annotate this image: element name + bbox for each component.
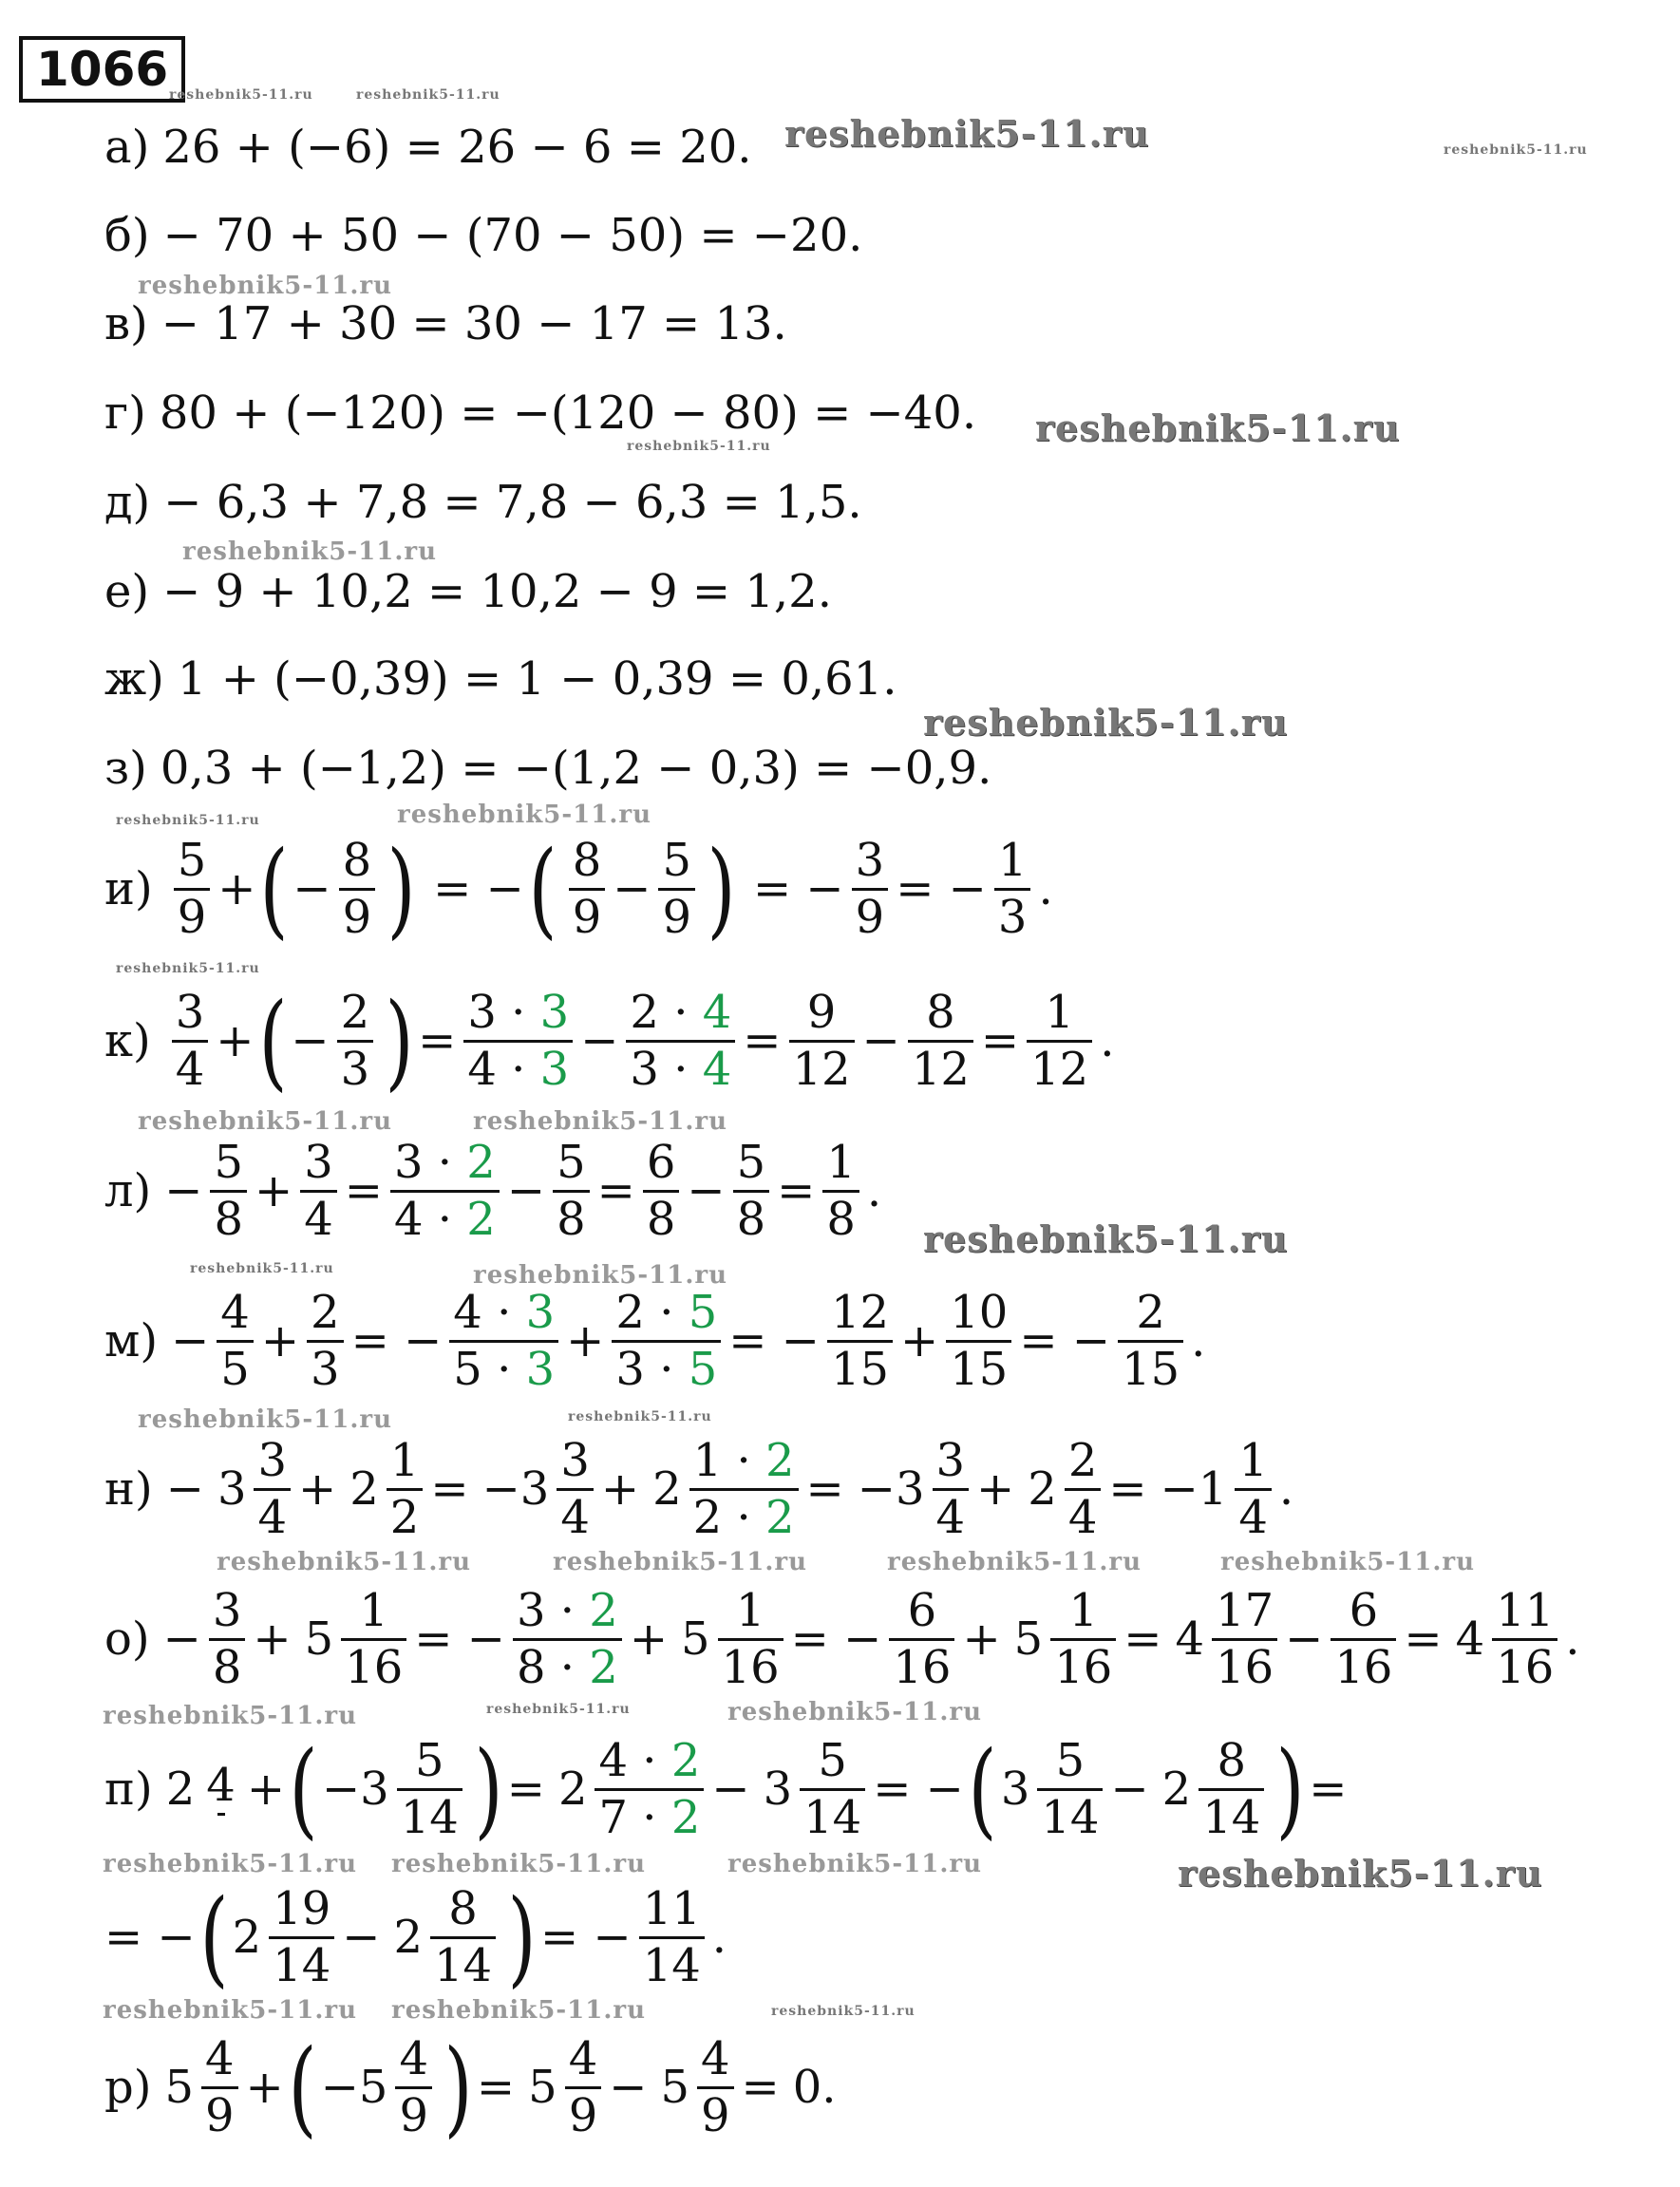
fraction: $\frac{3 \cdot 3}{4 \cdot 3}$ xyxy=(463,988,573,1095)
watermark: reshebnik5-11.ru xyxy=(1178,1852,1543,1895)
fraction: $\frac{5}{9}$ xyxy=(174,836,211,943)
watermark: reshebnik5-11.ru xyxy=(627,439,771,454)
watermark: reshebnik5-11.ru xyxy=(103,1996,358,2025)
fraction: $\frac{6}{16}$ xyxy=(889,1586,954,1693)
fraction: $\frac{3}{4}$ xyxy=(933,1436,970,1543)
equation-text: − 9 + 10,2 = 10,2 − 9 = 1,2. xyxy=(162,565,832,618)
watermark: reshebnik5-11.ru xyxy=(1444,142,1588,158)
watermark: reshebnik5-11.ru xyxy=(568,1409,712,1424)
item-label: г) xyxy=(104,386,146,440)
fraction: 4 xyxy=(202,1761,239,1818)
fraction: $\frac{4}{9}$ xyxy=(565,2034,602,2141)
fraction: $\frac{4}{9}$ xyxy=(201,2034,238,2141)
equation-text: 80 + (−120) = −(120 − 80) = −40. xyxy=(159,386,977,440)
fraction: $\frac{11}{14}$ xyxy=(639,1884,705,1991)
fraction: $\frac{2}{4}$ xyxy=(1065,1436,1102,1543)
fraction: $\frac{4}{9}$ xyxy=(697,2034,734,2141)
fraction: $\frac{2}{3}$ xyxy=(307,1288,344,1395)
watermark: reshebnik5-11.ru xyxy=(887,1548,1142,1576)
equation-m: м) − $\frac{4}{5}$ + $\frac{2}{3}$ = − $\frac{4 \cdot 3}{5 \cdot 3}$ + $\frac{2 \cdot 5}{3 \cdot 5}$ = − $\frac{12}{15}$ + $\frac{10}{15}$ = − $\frac{2}{15}$ . xyxy=(104,1285,1206,1396)
equation-text: 1 + (−0,39) = 1 − 0,39 = 0,61. xyxy=(177,652,897,706)
fraction: $\frac{3}{4}$ xyxy=(557,1436,594,1543)
fraction: $\frac{8}{14}$ xyxy=(430,1884,496,1991)
watermark: reshebnik5-11.ru xyxy=(103,1850,358,1878)
fraction: $\frac{3}{4}$ xyxy=(300,1138,337,1245)
watermark: reshebnik5-11.ru xyxy=(473,1107,728,1136)
watermark: reshebnik5-11.ru xyxy=(727,1698,983,1726)
fraction: $\frac{8}{9}$ xyxy=(569,836,606,943)
equation-z xyxy=(104,716,1662,820)
item-label: м) xyxy=(104,1314,159,1367)
item-label: б) xyxy=(104,209,150,262)
fraction: $\frac{4 \cdot 3}{5 \cdot 3}$ xyxy=(449,1288,558,1395)
fraction: $\frac{2}{3}$ xyxy=(337,988,374,1095)
fraction: $\frac{17}{16}$ xyxy=(1212,1586,1277,1693)
fraction: $\frac{4 \cdot 2}{7 \cdot 2}$ xyxy=(595,1736,704,1843)
watermark: reshebnik5-11.ru xyxy=(190,1261,334,1276)
fraction: $\frac{1}{16}$ xyxy=(718,1586,783,1693)
item-label: д) xyxy=(104,476,151,529)
fraction: $\frac{9}{12}$ xyxy=(789,988,855,1095)
watermark: reshebnik5-11.ru xyxy=(1035,406,1401,449)
watermark: reshebnik5-11.ru xyxy=(486,1702,631,1717)
fraction: $\frac{3}{4}$ xyxy=(254,1436,291,1543)
fraction: $\frac{1}{8}$ xyxy=(822,1138,859,1245)
fraction: $\frac{11}{16}$ xyxy=(1492,1586,1557,1693)
equation-o: о) − $\frac{3}{8}$ + 5 $\frac{1}{16}$ = − $\frac{3 \cdot 2}{8 \cdot 2}$ + 5 $\frac{1}{16}$ = − $\frac{6}{16}$ + 5 $\frac{1}{16}$ = 4 $\frac{17}{16}$ − $\frac{6}{16}$ = 4 $\frac{11}{16}$ . xyxy=(104,1583,1580,1694)
fraction: $\frac{10}{15}$ xyxy=(946,1288,1011,1395)
item-label: н) xyxy=(104,1462,153,1516)
fraction: $\frac{2 \cdot 4}{3 \cdot 4}$ xyxy=(626,988,735,1095)
fraction: $\frac{5}{8}$ xyxy=(210,1138,247,1245)
watermark: reshebnik5-11.ru xyxy=(356,87,500,103)
equation-text: − 6,3 + 7,8 = 7,8 − 6,3 = 1,5. xyxy=(163,476,862,529)
fraction: $\frac{12}{15}$ xyxy=(827,1288,893,1395)
watermark: reshebnik5-11.ru xyxy=(138,1107,393,1136)
watermark: reshebnik5-11.ru xyxy=(727,1850,983,1878)
fraction: $\frac{2}{15}$ xyxy=(1118,1288,1183,1395)
watermark: reshebnik5-11.ru xyxy=(391,1850,647,1878)
fraction: $\frac{5}{14}$ xyxy=(800,1736,865,1843)
fraction: $\frac{3 \cdot 2}{8 \cdot 2}$ xyxy=(513,1586,622,1693)
equation-text: 0,3 + (−1,2) = −(1,2 − 0,3) = −0,9. xyxy=(160,742,992,795)
watermark: reshebnik5-11.ru xyxy=(138,272,393,300)
watermark: reshebnik5-11.ru xyxy=(771,2004,916,2019)
fraction: $\frac{1}{12}$ xyxy=(1027,988,1092,1095)
item-label: в) xyxy=(104,297,148,350)
equation-text: 26 + (−6) = 26 − 6 = 20. xyxy=(162,121,752,174)
fraction: $\frac{5}{9}$ xyxy=(658,836,695,943)
equation-i: и) $\frac{5}{9}$ + ( − $\frac{8}{9}$ ) = − ( $\frac{8}{9}$ − $\frac{5}{9}$ ) = − $\frac{3}{9}$ = − $\frac{1}{3}$ . xyxy=(104,828,1053,950)
watermark: reshebnik5-11.ru xyxy=(116,813,260,828)
fraction: $\frac{3}{9}$ xyxy=(852,836,889,943)
fraction: $\frac{5}{8}$ xyxy=(553,1138,590,1245)
watermark: reshebnik5-11.ru xyxy=(923,1217,1289,1260)
watermark: reshebnik5-11.ru xyxy=(923,701,1289,744)
watermark: reshebnik5-11.ru xyxy=(553,1548,808,1576)
item-label: а) xyxy=(104,121,150,174)
fraction: $\frac{3 \cdot 2}{4 \cdot 2}$ xyxy=(390,1138,500,1245)
equation-r: р) 5 $\frac{4}{9}$ + ( − 5 $\frac{4}{9}$ ) = 5 $\frac{4}{9}$ − 5 $\frac{4}{9}$ = 0. xyxy=(104,2027,837,2148)
fraction: $\frac{1}{3}$ xyxy=(994,836,1031,943)
watermark: reshebnik5-11.ru xyxy=(784,112,1150,155)
fraction: $\frac{3}{4}$ xyxy=(172,988,209,1095)
fraction: $\frac{1}{16}$ xyxy=(1050,1586,1116,1693)
equation-n: н) − 3 $\frac{3}{4}$ + 2 $\frac{1}{2}$ = − 3 $\frac{3}{4}$ + 2 $\frac{1 \cdot 2}{2 \cdot 2}$ = − 3 $\frac{3}{4}$ + 2 $\frac{2}{4}$ = − 1 $\frac{1}{4}$ . xyxy=(104,1433,1294,1544)
fraction: $\frac{1}{4}$ xyxy=(1235,1436,1272,1543)
fraction: $\frac{6}{16}$ xyxy=(1331,1586,1396,1693)
watermark: reshebnik5-11.ru xyxy=(397,801,652,829)
equation-l: л) − $\frac{5}{8}$ + $\frac{3}{4}$ = $\frac{3 \cdot 2}{4 \cdot 2}$ − $\frac{5}{8}$ = $\frac{6}{8}$ − $\frac{5}{8}$ = $\frac{1}{8}$ . xyxy=(104,1135,882,1246)
item-label: з) xyxy=(104,742,147,795)
fraction: $\frac{4}{9}$ xyxy=(395,2034,432,2141)
fraction: $\frac{5}{14}$ xyxy=(1037,1736,1103,1843)
fraction: $\frac{8}{12}$ xyxy=(908,988,973,1095)
watermark: reshebnik5-11.ru xyxy=(1220,1548,1476,1576)
equation-text: − 17 + 30 = 30 − 17 = 13. xyxy=(160,297,787,350)
item-label: и) xyxy=(104,862,153,915)
fraction: $\frac{2 \cdot 5}{3 \cdot 5}$ xyxy=(612,1288,721,1395)
item-label: ж) xyxy=(104,652,164,706)
fraction: $\frac{8}{9}$ xyxy=(339,836,376,943)
equation-p: п) 2 4 + ( − 3 $\frac{5}{14}$ ) = 2 $\frac{4 \cdot 2}{7 \cdot 2}$ − 3 $\frac{5}{14}$ = − ( 3 $\frac{5}{14}$ − 2 $\frac{8}{14}$ ) = xyxy=(104,1728,1348,1850)
fraction: $\frac{8}{14}$ xyxy=(1199,1736,1264,1843)
fraction: $\frac{4}{5}$ xyxy=(217,1288,254,1395)
watermark: reshebnik5-11.ru xyxy=(169,87,313,103)
watermark: reshebnik5-11.ru xyxy=(473,1261,728,1290)
equation-k: к) $\frac{3}{4}$ + ( − $\frac{2}{3}$ ) = $\frac{3 \cdot 3}{4 \cdot 3}$ − $\frac{2 \cdot 4}{3 \cdot 4}$ = $\frac{9}{12}$ − $\frac{8}{12}$ = $\frac{1}{12}$ . xyxy=(104,980,1115,1102)
item-label: е) xyxy=(104,565,150,618)
watermark: reshebnik5-11.ru xyxy=(138,1405,393,1434)
fraction: $\frac{1}{2}$ xyxy=(387,1436,424,1543)
fraction: $\frac{6}{8}$ xyxy=(643,1138,680,1245)
item-label: о) xyxy=(104,1612,150,1666)
watermark: reshebnik5-11.ru xyxy=(182,537,438,566)
item-label: п) xyxy=(104,1763,153,1816)
fraction: $\frac{5}{14}$ xyxy=(397,1736,462,1843)
watermark: reshebnik5-11.ru xyxy=(391,1996,647,2025)
item-label: л) xyxy=(104,1164,152,1217)
item-label: к) xyxy=(104,1014,151,1067)
task-number: 1066 xyxy=(19,36,185,103)
equation-text: − 70 + 50 − (70 − 50) = −20. xyxy=(162,209,863,262)
fraction: $\frac{1 \cdot 2}{2 \cdot 2}$ xyxy=(689,1436,799,1543)
watermark: reshebnik5-11.ru xyxy=(116,961,260,976)
fraction: $\frac{5}{8}$ xyxy=(733,1138,770,1245)
watermark: reshebnik5-11.ru xyxy=(217,1548,472,1576)
watermark: reshebnik5-11.ru xyxy=(103,1702,358,1730)
fraction: $\frac{3}{8}$ xyxy=(209,1586,246,1693)
item-label: р) xyxy=(104,2061,152,2114)
equation-p-continued: = − ( 2 $\frac{19}{14}$ − 2 $\frac{8}{14}$ ) = − $\frac{11}{14}$ . xyxy=(104,1876,727,1998)
fraction: $\frac{1}{16}$ xyxy=(341,1586,406,1693)
fraction: $\frac{19}{14}$ xyxy=(269,1884,334,1991)
